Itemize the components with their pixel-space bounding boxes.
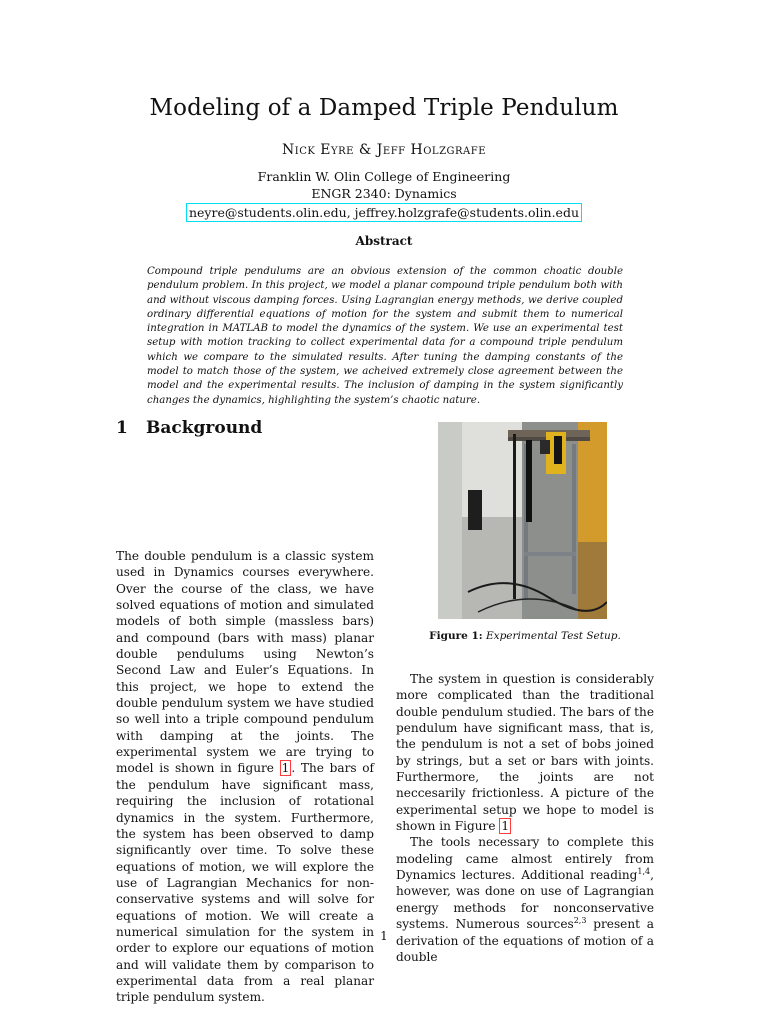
email-links[interactable]: neyre@students.olin.edu, jeffrey.holzgrafe@students.olin.edu xyxy=(186,203,582,222)
citation-2-3: 2,3 xyxy=(573,916,587,926)
section-heading xyxy=(116,418,262,438)
right-p2-b: , however, was done on use of Lagrangian energy methods for nonconservative systems. Numerous sources xyxy=(396,868,654,932)
figure-ref-link-2[interactable]: 1 xyxy=(501,819,510,834)
right-paragraph-1 xyxy=(396,671,654,834)
institution: Franklin W. Olin College of Engineering xyxy=(257,169,511,184)
section-title: Background xyxy=(146,418,263,438)
right-p2-a: The tools necessary to complete this modeling came almost entirely from Dynamics lectures. Additional reading xyxy=(396,835,654,883)
abstract-text: Compound triple pendulums are an obvious extension of the common choatic double pendulum problem. In this project, we model a planar compound triple pendulum both with and without viscous damping forces. Using Lagrangian energy methods, we derive coupled ordinary differential equations of motion for the system and submit them to numerical integration in MATLAB to model the dynamics of the system. We use an experimental test setup with motion tracking to collect experimental data for a compound triple pendulum which we compare to the simulated results. After tuning the damping constants of the model to match those of the system, we acheived extremely close agreement between the model and the experimental results. The inclusion of damping in the system significantly changes the dynamics, highlighting the system’s chaotic nature. xyxy=(147,266,623,406)
paper-title: Modeling of a Damped Triple Pendulum xyxy=(149,95,619,121)
right-p1-text: The system in question is considerably more complicated than the traditional double pendulum studied. The bars of the pendulum have significant mass, that is, the pendulum is not a set of bobs joined by strings, but a set or bars with joints. Furthermore, the joints are not neccesarily frictionless. A picture of the experimental setup we hope to model is shown in Figure xyxy=(396,672,654,834)
authors: Nick Eyre & Jeff Holzgrafe xyxy=(282,142,486,158)
figure-photo xyxy=(438,422,607,619)
citation-1-4: 1,4 xyxy=(637,867,651,877)
right-paragraph-2 xyxy=(396,834,654,965)
figure-caption xyxy=(396,630,654,642)
course: ENGR 2340: Dynamics xyxy=(311,186,457,201)
section-number: 1 xyxy=(116,418,128,438)
figure-label: Figure 1: xyxy=(429,630,483,642)
abstract-heading: Abstract xyxy=(355,234,413,248)
affiliation xyxy=(0,168,768,222)
left-text-a: The double pendulum is a classic system used in Dynamics courses everywhere. Over the course of the class, we have solved equations of motion and simulated models of both simple (massless bars) and compound (bars with mass) planar double pendulums using Newton’s Second Law and Euler’s Equations. In this project, we hope to extend the double pendulum system we have studied so well into a triple compound pendulum with damping at the joints. The experimental system we are trying to model is shown in figure xyxy=(116,549,374,776)
figure-caption-text: Experimental Test Setup. xyxy=(486,630,621,642)
figure-ref-link[interactable]: 1 xyxy=(281,761,290,776)
test-setup-photo xyxy=(438,422,607,619)
right-p2-c: present a derivation of the equations of motion of a double xyxy=(396,917,655,964)
page-number: 1 xyxy=(380,929,388,943)
left-text-b: . The bars of the pendulum have significant mass, requiring the inclusion of rotational dynamics in the system. Furthermore, the system has been observed to damp significantly over time. To solve these equations of motion, we will explore the use of Lagrangian Mechanics for non-conservative systems and will solve for equations of motion. We will create a numerical simulation for the system in order to explore our equations of motion and will validate them by comparison to experimental data from a real planar triple pendulum system. xyxy=(116,761,374,1005)
right-column-text xyxy=(396,671,654,965)
